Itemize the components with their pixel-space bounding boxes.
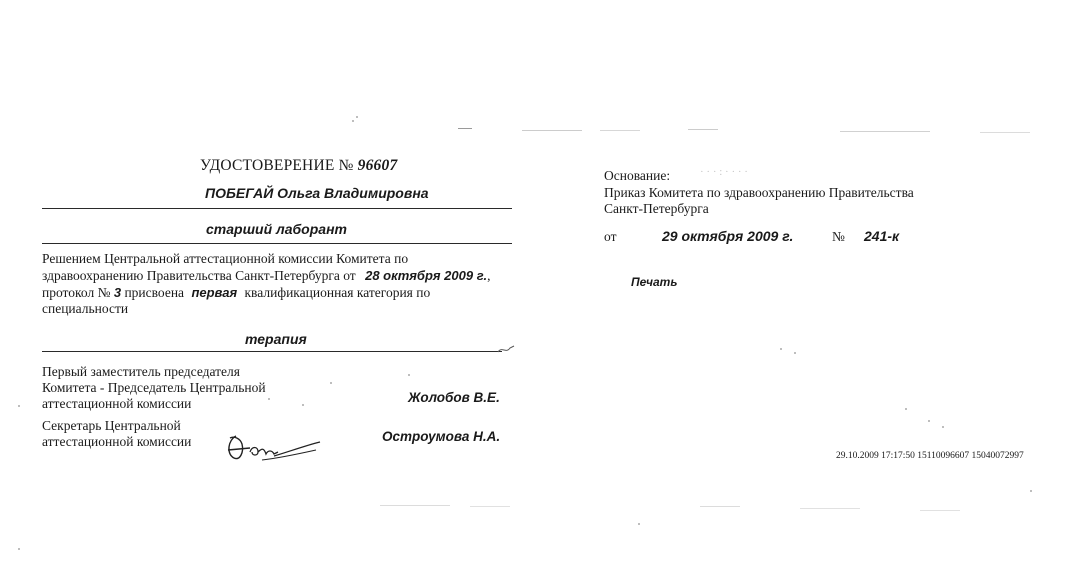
scan-dot (18, 548, 20, 550)
protocol-number: 3 (113, 285, 122, 300)
certificate-title-label: УДОСТОВЕРЕНИЕ № (200, 157, 354, 174)
scan-noise (470, 506, 510, 507)
scan-dot (780, 348, 782, 350)
scan-dot (18, 405, 20, 407)
category-suffix: квалификационная категория по (244, 285, 431, 300)
decision-date: 28 октября 2009 г. (365, 268, 488, 283)
scan-dot (928, 420, 930, 422)
name-underline (42, 208, 512, 209)
specialty-label: специальности (42, 301, 129, 316)
scan-dot (942, 426, 944, 428)
seal-label: Печать (631, 275, 678, 289)
faint-stamp-text: · · · : · · · · (700, 166, 748, 178)
scan-dot (638, 523, 640, 525)
scan-noise (980, 132, 1030, 133)
position-underline (42, 243, 512, 244)
scan-noise (688, 129, 718, 130)
holder-position: старший лаборант (206, 221, 347, 237)
scan-noise (700, 506, 740, 507)
scan-dot (408, 374, 410, 376)
chair-name: Жолобов В.Е. (408, 390, 500, 405)
order-number: 241-к (864, 228, 900, 244)
decision-line-2-text: здравоохранению Правительства Санкт-Петербурга от (42, 268, 356, 283)
order-line-2: Санкт-Петербурга (604, 201, 709, 216)
specialty-underline (42, 351, 502, 352)
scan-noise (800, 508, 860, 509)
scan-dot (905, 408, 907, 410)
certificate-title (200, 157, 397, 175)
scan-dot (356, 116, 358, 118)
scan-noise (458, 128, 472, 129)
scan-noise (522, 130, 582, 131)
qualification-category: первая (191, 285, 238, 300)
specialty-value: терапия (245, 331, 307, 347)
scan-dot (302, 404, 304, 406)
chair-title-2: Комитета - Председатель Центральной (42, 380, 266, 395)
order-line-1: Приказ Комитета по здравоохранению Правительства (604, 185, 914, 200)
decision-line-2: здравоохранению Правительства Санкт-Петербурга от 28 октября 2009 г., (42, 268, 491, 283)
scan-noise (600, 130, 640, 131)
scan-noise (920, 510, 960, 511)
scan-dot (330, 382, 332, 384)
decision-line-1: Решением Центральной аттестационной комиссии Комитета по (42, 251, 409, 266)
certificate-number: 96607 (357, 157, 398, 174)
order-from-label: от (604, 229, 617, 244)
chair-title-3: аттестационной комиссии (42, 396, 192, 411)
chair-title-1: Первый заместитель председателя (42, 364, 240, 379)
scan-noise (840, 131, 930, 132)
scan-dot (352, 120, 354, 122)
decision-line-3 (42, 285, 430, 301)
assigned-label: присвоена (124, 285, 185, 300)
protocol-label: протокол № (42, 285, 111, 300)
holder-full-name: ПОБЕГАЙ Ольга Владимировна (205, 185, 429, 201)
secretary-signature-icon (222, 428, 332, 468)
secretary-name: Остроумова Н.А. (382, 429, 501, 444)
scan-dot (794, 352, 796, 354)
secretary-title-2: аттестационной комиссии (42, 434, 192, 449)
order-number-label: № (832, 229, 845, 244)
scan-dot (1030, 490, 1032, 492)
secretary-title-1: Секретарь Центральной (42, 418, 181, 433)
order-date: 29 октября 2009 г. (662, 228, 794, 244)
print-stamp: 29.10.2009 17:17:50 15110096607 15040072997 (836, 451, 1024, 461)
specialty-line-mark-icon (496, 342, 518, 356)
basis-label: Основание: (604, 168, 671, 183)
scan-dot (268, 398, 270, 400)
scan-noise (380, 505, 450, 506)
